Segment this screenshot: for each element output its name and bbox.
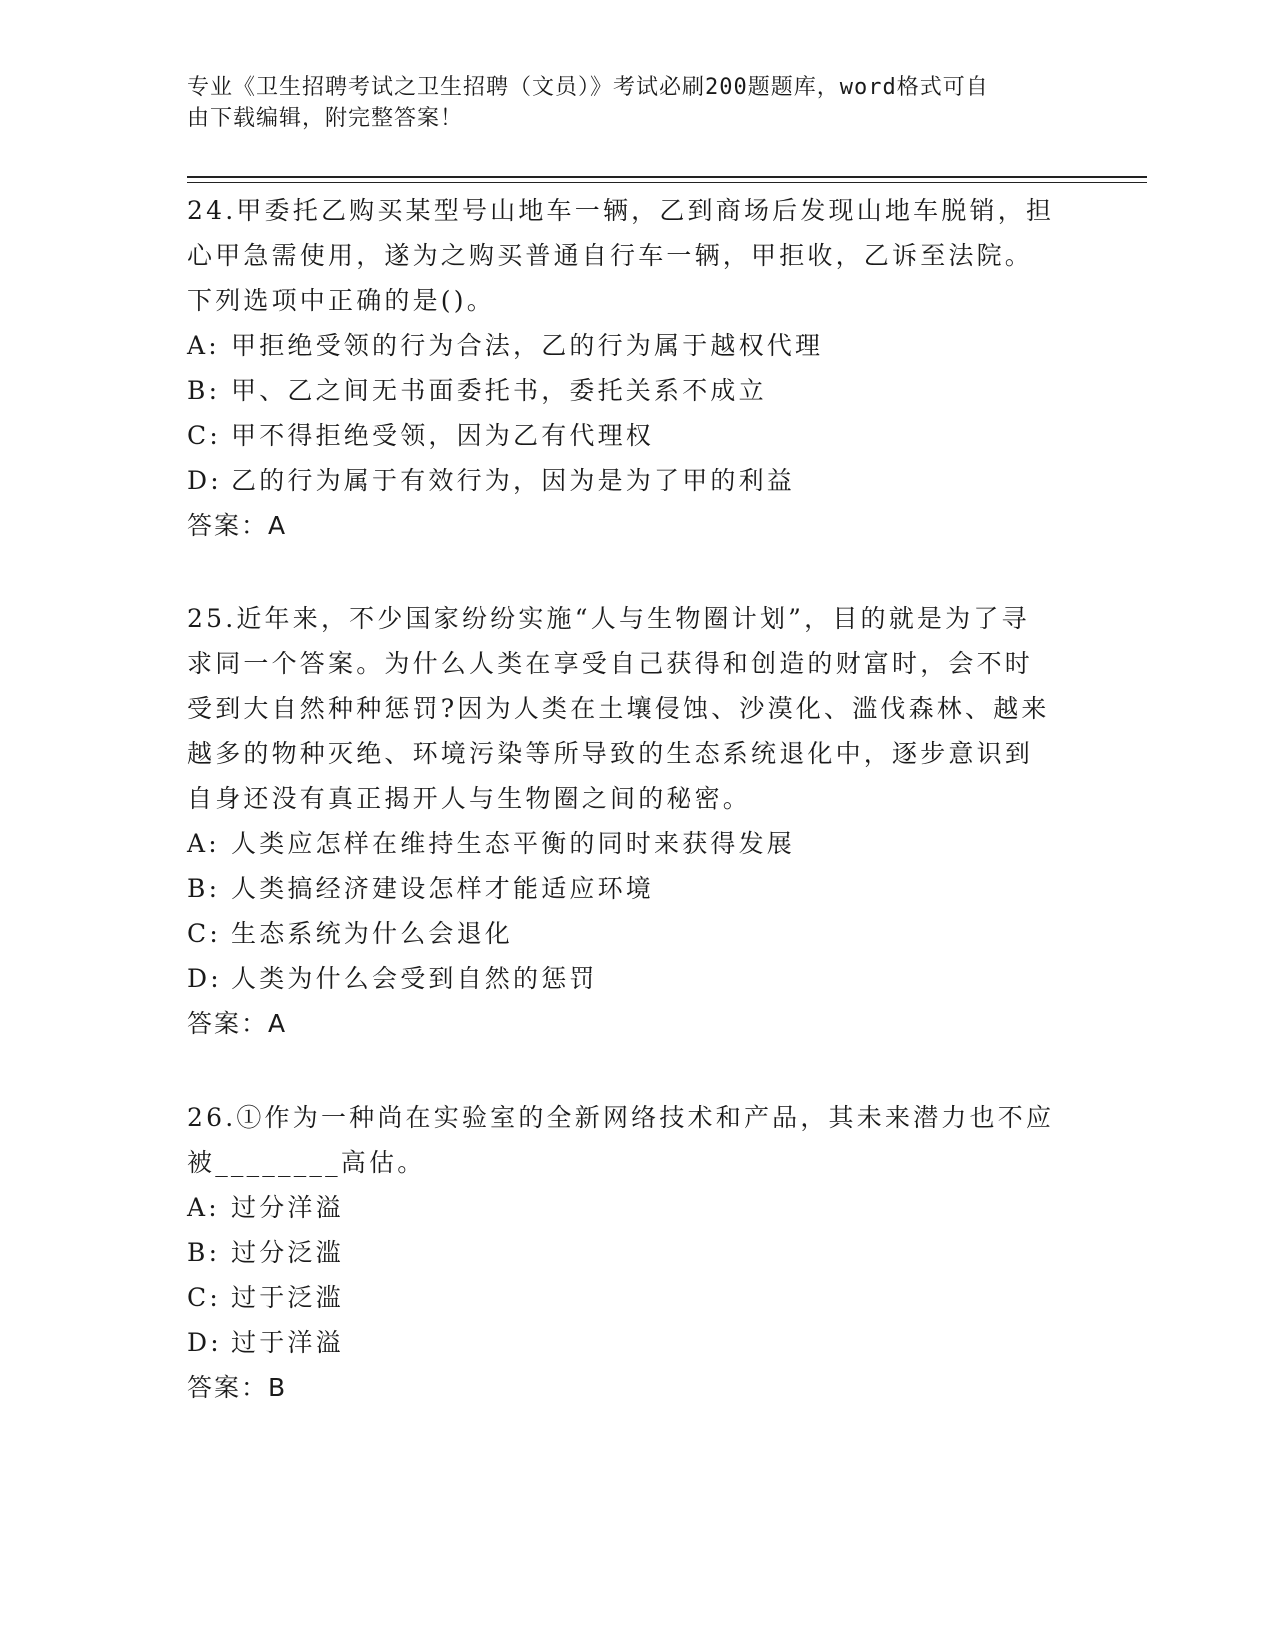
option-key: B: <box>187 874 221 903</box>
option-text: 甲不得拒绝受领，因为乙有代理权 <box>231 421 655 450</box>
answer-line: 答案：A <box>187 1009 288 1038</box>
option-b <box>187 866 1087 911</box>
question-stem-line: 心甲急需使用，遂为之购买普通自行车一辆，甲拒收，乙诉至法院。 <box>187 241 1034 270</box>
question-25 <box>187 596 1087 1046</box>
option-text: 过分泛滥 <box>231 1238 344 1267</box>
header-line-1: 专业《卫生招聘考试之卫生招聘（文员）》考试必刷200题题库，word格式可自 <box>187 75 989 100</box>
option-text: 过于洋溢 <box>231 1328 344 1357</box>
document-header <box>187 72 1067 134</box>
option-text: 人类为什么会受到自然的惩罚 <box>231 964 598 993</box>
option-text: 人类应怎样在维持生态平衡的同时来获得发展 <box>231 829 796 858</box>
question-stem-line: 25.近年来，不少国家纷纷实施“人与生物圈计划”，目的就是为了寻 <box>187 604 1030 633</box>
header-line-2: 由下载编辑，附完整答案！ <box>187 106 464 131</box>
question-stem-line: 越多的物种灭绝、环境污染等所导致的生态系统退化中，逐步意识到 <box>187 739 1034 768</box>
option-d <box>187 458 1087 503</box>
question-stem-line: 26.①作为一种尚在实验室的全新网络技术和产品，其未来潜力也不应 <box>187 1103 1055 1132</box>
option-c <box>187 1275 1087 1320</box>
option-text: 生态系统为什么会退化 <box>231 919 514 948</box>
option-key: D: <box>187 1328 222 1357</box>
option-text: 乙的行为属于有效行为，因为是为了甲的利益 <box>231 466 796 495</box>
option-a <box>187 323 1087 368</box>
question-stem-line: 求同一个答案。为什么人类在享受自己获得和创造的财富时，会不时 <box>187 649 1034 678</box>
question-26 <box>187 1095 1087 1410</box>
option-key: B: <box>187 1238 221 1267</box>
option-key: C: <box>187 919 221 948</box>
answer-line: 答案：A <box>187 511 288 540</box>
option-d <box>187 1320 1087 1365</box>
question-stem-line: 下列选项中正确的是()。 <box>187 286 495 315</box>
header-divider-thin <box>187 182 1147 183</box>
option-key: D: <box>187 466 222 495</box>
option-b <box>187 368 1087 413</box>
question-stem-line: 被________高估。 <box>187 1148 426 1177</box>
option-c <box>187 413 1087 458</box>
answer-line: 答案：B <box>187 1373 288 1402</box>
option-key: B: <box>187 376 221 405</box>
option-d <box>187 956 1087 1001</box>
option-text: 人类搞经济建设怎样才能适应环境 <box>231 874 655 903</box>
option-key: A: <box>187 829 220 858</box>
option-key: A: <box>187 331 220 360</box>
option-a <box>187 821 1087 866</box>
option-text: 甲拒绝受领的行为合法，乙的行为属于越权代理 <box>231 331 824 360</box>
option-key: D: <box>187 964 222 993</box>
option-b <box>187 1230 1087 1275</box>
option-c <box>187 911 1087 956</box>
question-stem-line: 受到大自然种种惩罚?因为人类在土壤侵蚀、沙漠化、滥伐森林、越来 <box>187 694 1050 723</box>
header-divider-thick <box>187 176 1147 178</box>
option-key: A: <box>187 1193 220 1222</box>
option-text: 甲、乙之间无书面委托书，委托关系不成立 <box>231 376 767 405</box>
question-stem-line: 自身还没有真正揭开人与生物圈之间的秘密。 <box>187 784 752 813</box>
option-text: 过于泛滥 <box>231 1283 344 1312</box>
option-a <box>187 1185 1087 1230</box>
option-key: C: <box>187 1283 221 1312</box>
question-stem-line: 24.甲委托乙购买某型号山地车一辆，乙到商场后发现山地车脱销，担 <box>187 196 1055 225</box>
option-key: C: <box>187 421 221 450</box>
question-24 <box>187 188 1087 548</box>
option-text: 过分洋溢 <box>231 1193 344 1222</box>
